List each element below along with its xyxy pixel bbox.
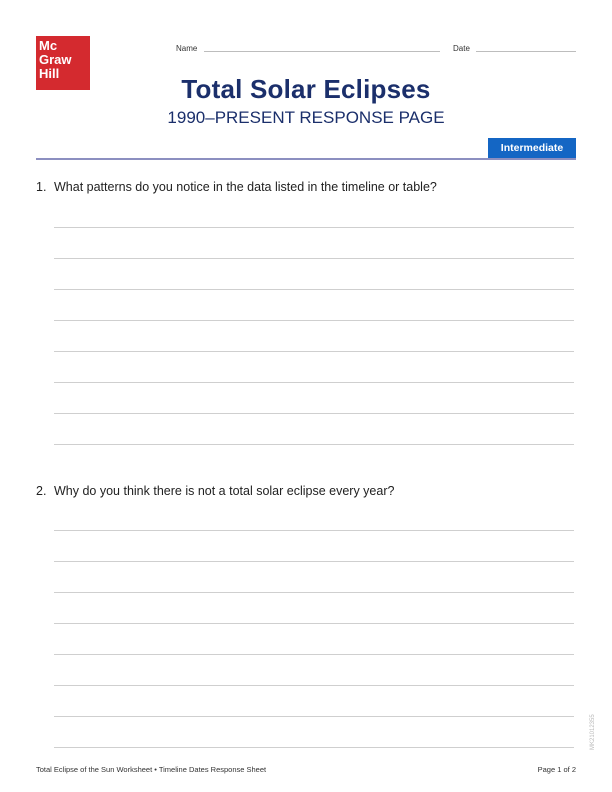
date-field[interactable] — [476, 51, 576, 52]
answer-line[interactable] — [54, 227, 574, 228]
answer-line[interactable] — [54, 747, 574, 748]
answer-line[interactable] — [54, 654, 574, 655]
footer-title: Total Eclipse of the Sun Worksheet • Timeline Dates Response Sheet — [36, 765, 267, 774]
question-text: What patterns do you notice in the data listed in the timeline or table? — [54, 180, 437, 194]
page-title: Total Solar Eclipses — [181, 74, 431, 104]
page-subtitle: 1990–PRESENT RESPONSE PAGE — [167, 108, 445, 127]
logo-line-2: Graw — [39, 52, 72, 67]
answer-line[interactable] — [54, 258, 574, 259]
header-divider — [36, 158, 576, 160]
logo-line-1: Mc — [39, 38, 58, 53]
answer-line[interactable] — [54, 289, 574, 290]
question-1 — [36, 180, 437, 194]
answer-line[interactable] — [54, 444, 574, 445]
answer-line[interactable] — [54, 320, 574, 321]
answer-line[interactable] — [54, 716, 574, 717]
document-code: MK21012355 — [590, 714, 596, 750]
question-text: Why do you think there is not a total solar eclipse every year? — [54, 484, 395, 498]
name-field[interactable] — [204, 51, 440, 52]
answer-line[interactable] — [54, 561, 574, 562]
question-number: 1. — [36, 180, 47, 194]
answer-line[interactable] — [54, 685, 574, 686]
answer-line[interactable] — [54, 382, 574, 383]
level-badge: Intermediate — [488, 138, 576, 159]
date-label: Date — [453, 44, 470, 53]
answer-line[interactable] — [54, 413, 574, 414]
answer-line[interactable] — [54, 351, 574, 352]
logo-line-3: Hill — [39, 66, 60, 81]
answer-line[interactable] — [54, 623, 574, 624]
question-2 — [36, 484, 394, 498]
question-number: 2. — [36, 484, 47, 498]
answer-line[interactable] — [54, 530, 574, 531]
name-label: Name — [176, 44, 198, 53]
page-number: Page 1 of 2 — [537, 765, 576, 774]
answer-line[interactable] — [54, 592, 574, 593]
